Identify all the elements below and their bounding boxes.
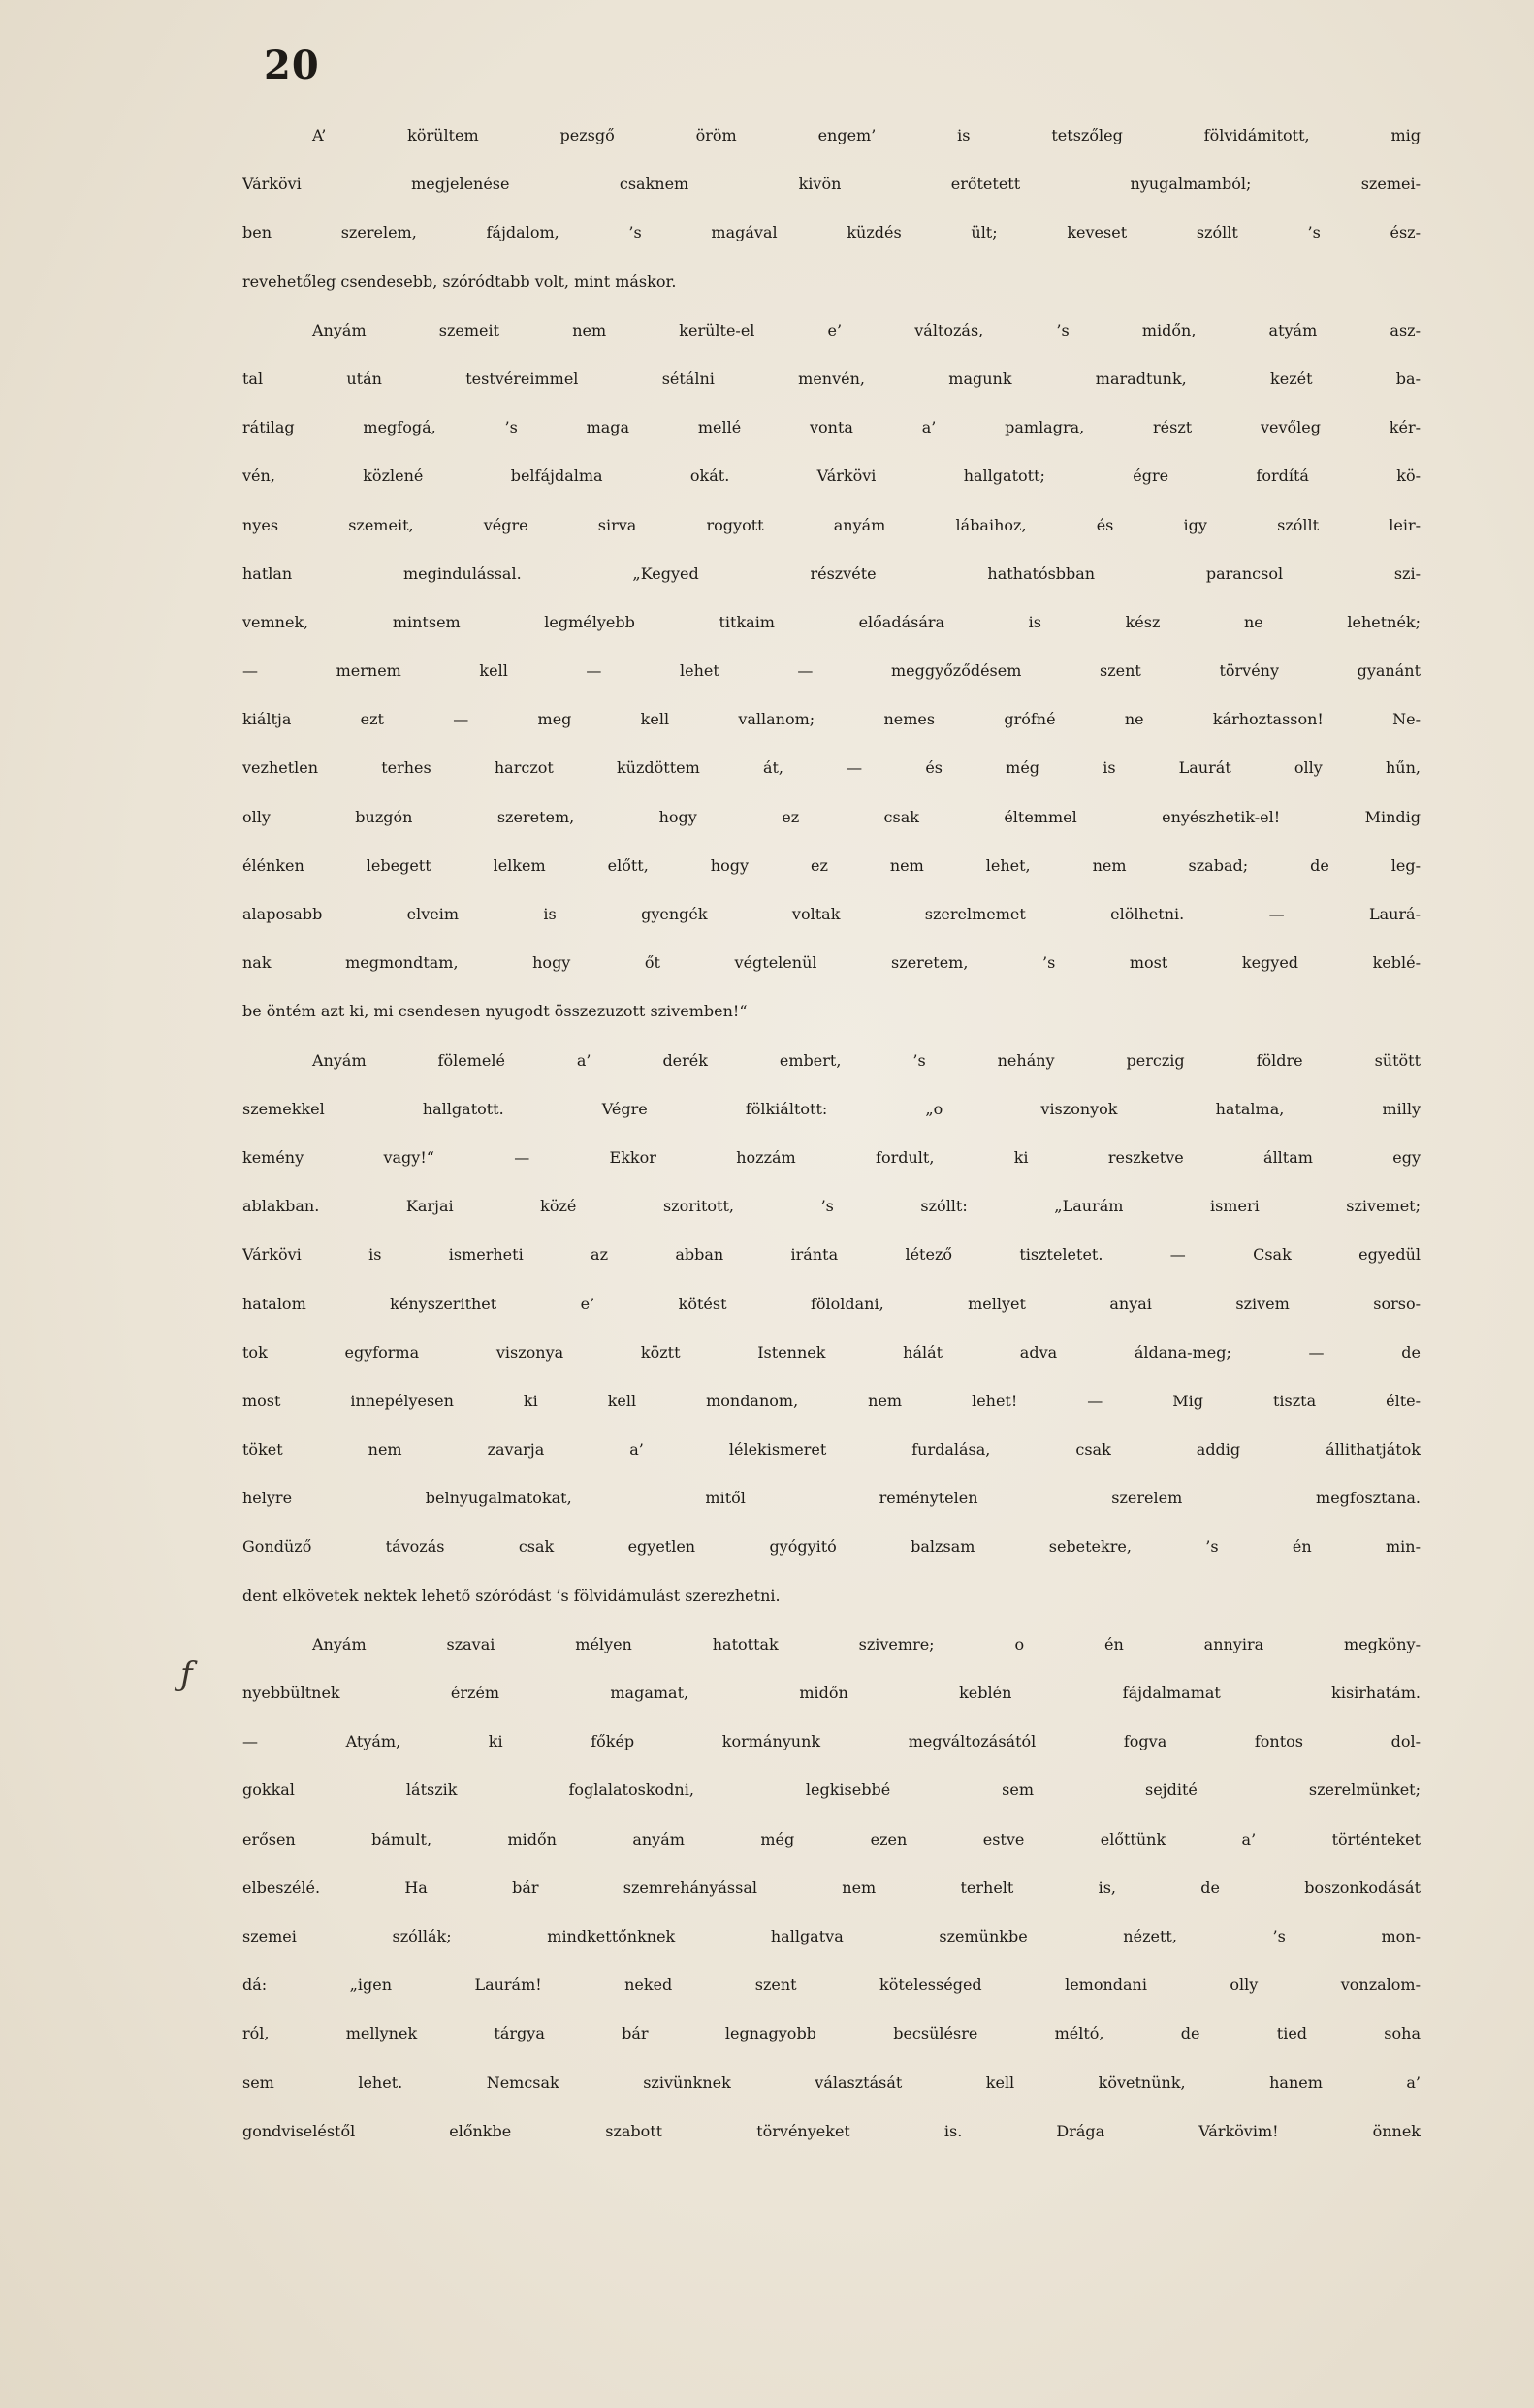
text-line: revehetőleg csendesebb, szóródtabb volt, mint máskor. [242, 272, 677, 291]
text-line: dent elkövetek nektek lehető szóródást ’s fölvidámulást szerezhetni. [242, 1586, 781, 1605]
text-line: rátilag megfogá, ’s maga mellé vonta a’ pamlagra, részt vevőleg kér- [242, 418, 1421, 437]
text-line: szemekkel hallgatott. Végre fölkiáltott: „o viszonyok hatalma, milly [242, 1099, 1421, 1118]
text-line: vén, közlené belfájdalma okát. Várkövi hallgatott; égre fordítá kö- [242, 466, 1421, 486]
text-line: hatlan megindulással. „Kegyed részvéte hathatósbban parancsol szi- [242, 563, 1421, 583]
text-line: — mernem kell — lehet — meggyőződésem szent törvény gyanánt [242, 661, 1421, 681]
margin-pencil-mark: ƒ [180, 1655, 193, 1694]
text-line: gokkal látszik foglalatoskodni, legkisebbé sem sejdité szerelmünket; [242, 1781, 1421, 1800]
text-line: Várkövi megjelenése csaknem kivön erőtetett nyugalmamból; szemei- [242, 175, 1421, 194]
text-line: vezhetlen terhes harczot küzdöttem át, — és még is Laurát olly hűn, [242, 758, 1421, 778]
text-line: helyre belnyugalmatokat, mitől reménytelen szerelem megfosztana. [242, 1489, 1421, 1508]
text-line: Anyám szemeit nem kerülte-el e’ változás, ’s midőn, atyám asz- [312, 320, 1421, 339]
text-line: dá: „igen Laurám! neked szent kötelességed lemondani olly vonzalom- [242, 1975, 1421, 1995]
text-line: alaposabb elveim is gyengék voltak szerelmemet elölhetni. — Laurá- [242, 905, 1421, 923]
text-line: — Atyám, ki főkép kormányunk megváltozásától fogva fontos dol- [242, 1732, 1421, 1751]
text-line: hatalom kényszerithet e’ kötést föloldani, mellyet anyai szivem sorso- [242, 1294, 1421, 1313]
text-line: tal után testvéreimmel sétálni menvén, magunk maradtunk, kezét ba- [242, 369, 1421, 388]
page-number: 20 [264, 43, 320, 88]
text-line: szemei szóllák; mindkettőnknek hallgatva szemünkbe nézett, ’s mon- [242, 1926, 1421, 1945]
text-line: töket nem zavarja a’ lélekismeret furdalása, csak addig állithatjátok [242, 1440, 1421, 1460]
text-line: Gondüző távozás csak egyetlen gyógyitó balzsam sebetekre, ’s én min- [242, 1537, 1421, 1557]
text-line: Várkövi is ismerheti az abban iránta létező tiszteletet. — Csak egyedül [242, 1245, 1421, 1265]
text-line: erősen bámult, midőn anyám még ezen estve előttünk a’ történteket [242, 1829, 1421, 1848]
text-line: ben szerelem, fájdalom, ’s magával küzdés ült; keveset szóllt ’s ész- [242, 223, 1421, 242]
text-line: élénken lebegett lelkem előtt, hogy ez nem lehet, nem szabad; de leg- [242, 855, 1421, 875]
text-line: Anyám szavai mélyen hatottak szivemre; o én annyira megköny- [312, 1634, 1421, 1653]
text-line: elbeszélé. Ha bár szemrehányással nem terhelt is, de boszonkodását [242, 1878, 1421, 1897]
text-line: A’ körültem pezsgő öröm engem’ is tetszőleg fölvidámitott, mig [312, 126, 1421, 144]
text-line: ablakban. Karjai közé szoritott, ’s szóllt: „Laurám ismeri szivemet; [242, 1197, 1421, 1216]
text-line: be öntém azt ki, mi csendesen nyugodt összezuzott szivemben!“ [242, 1002, 748, 1021]
text-line: gondviseléstől előnkbe szabott törvényeket is. Drága Várkövim! önnek [242, 2121, 1421, 2140]
text-line: ról, mellynek tárgya bár legnagyobb becsülésre méltó, de tied soha [242, 2024, 1421, 2043]
text-line: nyes szemeit, végre sirva rogyott anyám lábaihoz, és igy szóllt leir- [242, 515, 1421, 534]
text-line: tok egyforma viszonya köztt Istennek hálát adva áldana-meg; — de [242, 1342, 1421, 1362]
text-line: kemény vagy!“ — Ekkor hozzám fordult, ki reszketve álltam egy [242, 1147, 1421, 1167]
text-line: olly buzgón szeretem, hogy ez csak éltemmel enyészhetik-el! Mindig [242, 807, 1421, 826]
text-line: kiáltja ezt — meg kell vallanom; nemes grófné ne kárhoztasson! Ne- [242, 710, 1421, 729]
text-line: Anyám fölemelé a’ derék embert, ’s nehány perczig földre sütött [312, 1050, 1421, 1070]
text-line: nyebbültnek érzém magamat, midőn keblén fájdalmamat kisirhatám. [242, 1684, 1421, 1702]
text-line: most innepélyesen ki kell mondanom, nem lehet! — Mig tiszta élte- [242, 1391, 1421, 1410]
body-text [242, 126, 1421, 2170]
text-line: vemnek, mintsem legmélyebb titkaim előadására is kész ne lehetnék; [242, 612, 1421, 631]
text-line: nak megmondtam, hogy őt végtelenül szeretem, ’s most kegyed keblé- [242, 953, 1421, 973]
text-line: sem lehet. Nemcsak szivünknek választását kell követnünk, hanem a’ [242, 2072, 1421, 2092]
